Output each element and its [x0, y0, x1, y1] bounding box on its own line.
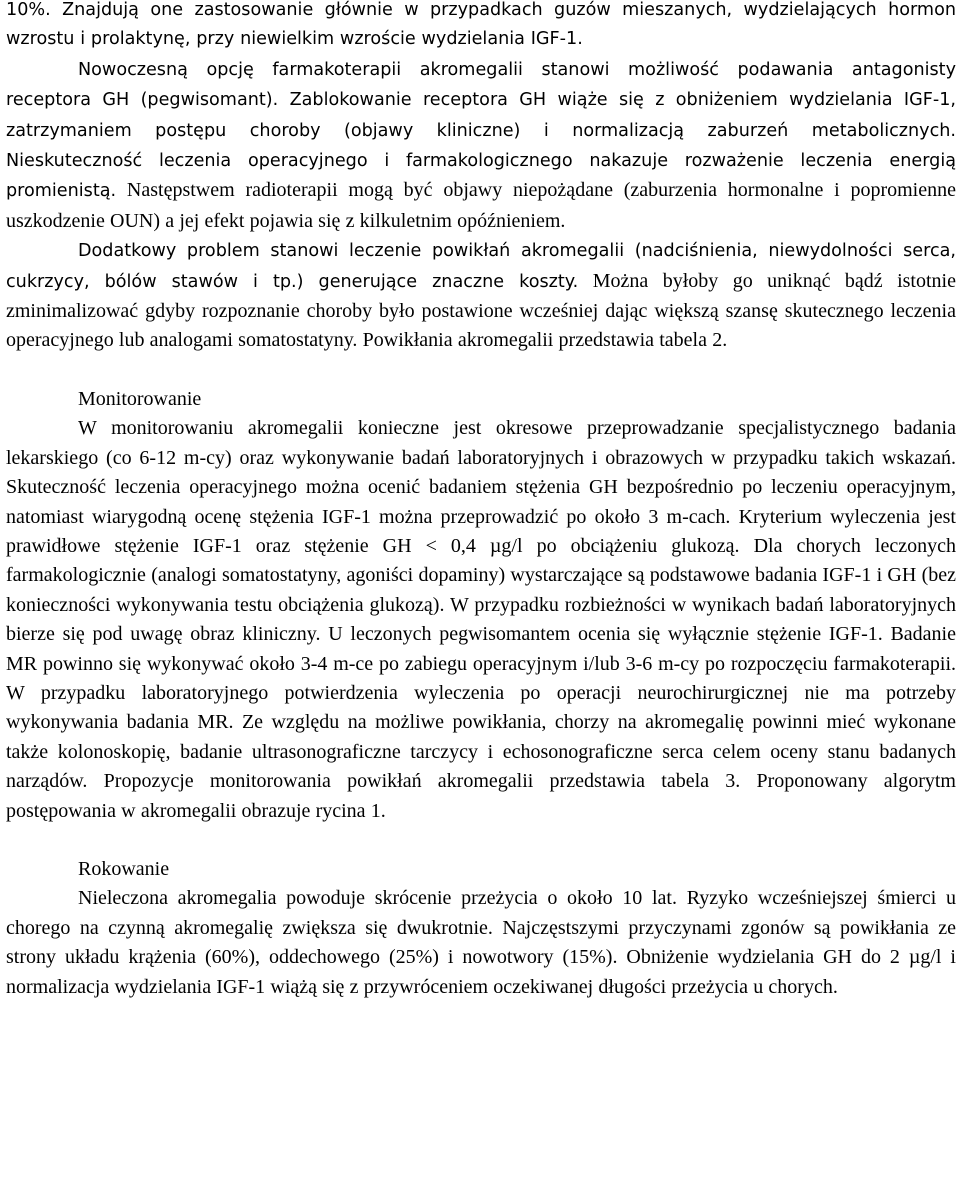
paragraph-text-serif: Można byłoby go uniknąć bądź istotnie zminimalizować gdyby rozpoznanie choroby było postawione wcześniej dając większą szansę skutecznego leczenia operacyjnego lub analogami somatostatyny. Powikłania akromegalii przedstawia tabela 2. — [6, 269, 956, 352]
paragraph-text-sans: Nowoczesną opcję farmakoterapii akromegalii stanowi możliwość podawania antagonisty receptora GH (pegwisomant). Zablokowanie receptora GH wiąże się z obniżeniem wydzielania IGF-1, zatrzymaniem postępu choroby (objawy kliniczne) i normalizacją zaburzeń metabolicznych. Nieskuteczność leczenia operacyjnego i farmakologicznego nakazuje rozważenie leczenia energią promienistą. — [6, 59, 956, 202]
section-spacer — [6, 826, 956, 855]
paragraph-monitoring: W monitorowaniu akromegalii konieczne jest okresowe przeprowadzanie specjalistycznego badania lekarskiego (co 6-12 m-cy) oraz wykonywanie badań laboratoryjnych i obrazowych w przypadku takich wskazań. Skuteczność leczenia operacyjnego można ocenić badaniem stężenia GH bezpośrednio po leczeniu operacyjnym, natomiast wiarygodną ocenę stężenia IGF-1 można przeprowadzić po około 3 m-cach. Kryterium wyleczenia jest prawidłowe stężenie IGF-1 oraz stężenie GH < 0,4 µg/l po obciążeniu glukozą. Dla chorych leczonych farmakologicznie (analogi somatostatyny, agoniści dopaminy) wystarczające są podstawowe badania IGF-1 i GH (bez konieczności wykonywania testu obciążenia glukozą). W przypadku rozbieżności w wynikach badań laboratoryjnych bierze się pod uwagę obraz kliniczny. U leczonych pegwisomantem ocenia się wyłącznie stężenie IGF-1. Badanie MR powinno się wykonywać około 3-4 m-ce po zabiegu operacyjnym i/lub 3-6 m-cy po rozpoczęciu farmakoterapii. W przypadku laboratoryjnego potwierdzenia wyleczenia po operacji neurochirurgicznej nie ma potrzeby wykonywania badania MR. Ze względu na możliwe powikłania, chorzy na akromegalię powinni mieć wykonane także kolonoskopię, badanie ultrasonograficzne tarczycy i echosonograficzne serca celem oceny stanu badanych narządów. Propozycje monitorowania powikłań akromegalii przedstawia tabela 3. Proponowany algorytm postępowania w akromegalii obrazuje rycina 1. — [6, 417, 956, 822]
paragraph-intro-1 — [6, 0, 956, 55]
paragraph-prognosis: Nieleczona akromegalia powoduje skrócenie przeżycia o około 10 lat. Ryzyko wcześniejszej śmierci u chorego na czynną akromegalię zwiększa się dwukrotnie. Najczęstszymi przyczynami zgonów są powikłania ze strony układu krążenia (60%), oddechowego (25%) i nowotwory (15%). Obniżenie wydzielania GH do 2 µg/l i normalizacja wydzielania IGF-1 wiążą się z przywróceniem oczekiwanej długości przeżycia u chorych. — [6, 887, 956, 998]
paragraph-intro-3 — [6, 236, 956, 356]
paragraph-text: 10%. Znajdują one zastosowanie głównie w przypadkach guzów mieszanych, wydzielających hormon wzrostu i prolaktynę, przy niewielkim wzroście wydzielania IGF-1. — [6, 0, 956, 50]
paragraph-text-sans: Dodatkowy problem stanowi leczenie powikłań akromegalii (nadciśnienia, niewydolności serca, cukrzycy, bólów stawów i tp.) generujące znaczne koszty. — [6, 241, 956, 292]
paragraph-intro-2 — [6, 55, 956, 236]
section-heading-prognosis: Rokowanie — [78, 857, 170, 880]
section-spacer — [6, 356, 956, 385]
section-heading-monitoring: Monitorowanie — [78, 387, 202, 410]
paragraph-text-serif: Następstwem radioterapii mogą być objawy niepożądane (zaburzenia hormonalne i popromienne uszkodzenie OUN) a jej efekt pojawia się z kilkuletnim opóźnieniem. — [6, 179, 956, 232]
